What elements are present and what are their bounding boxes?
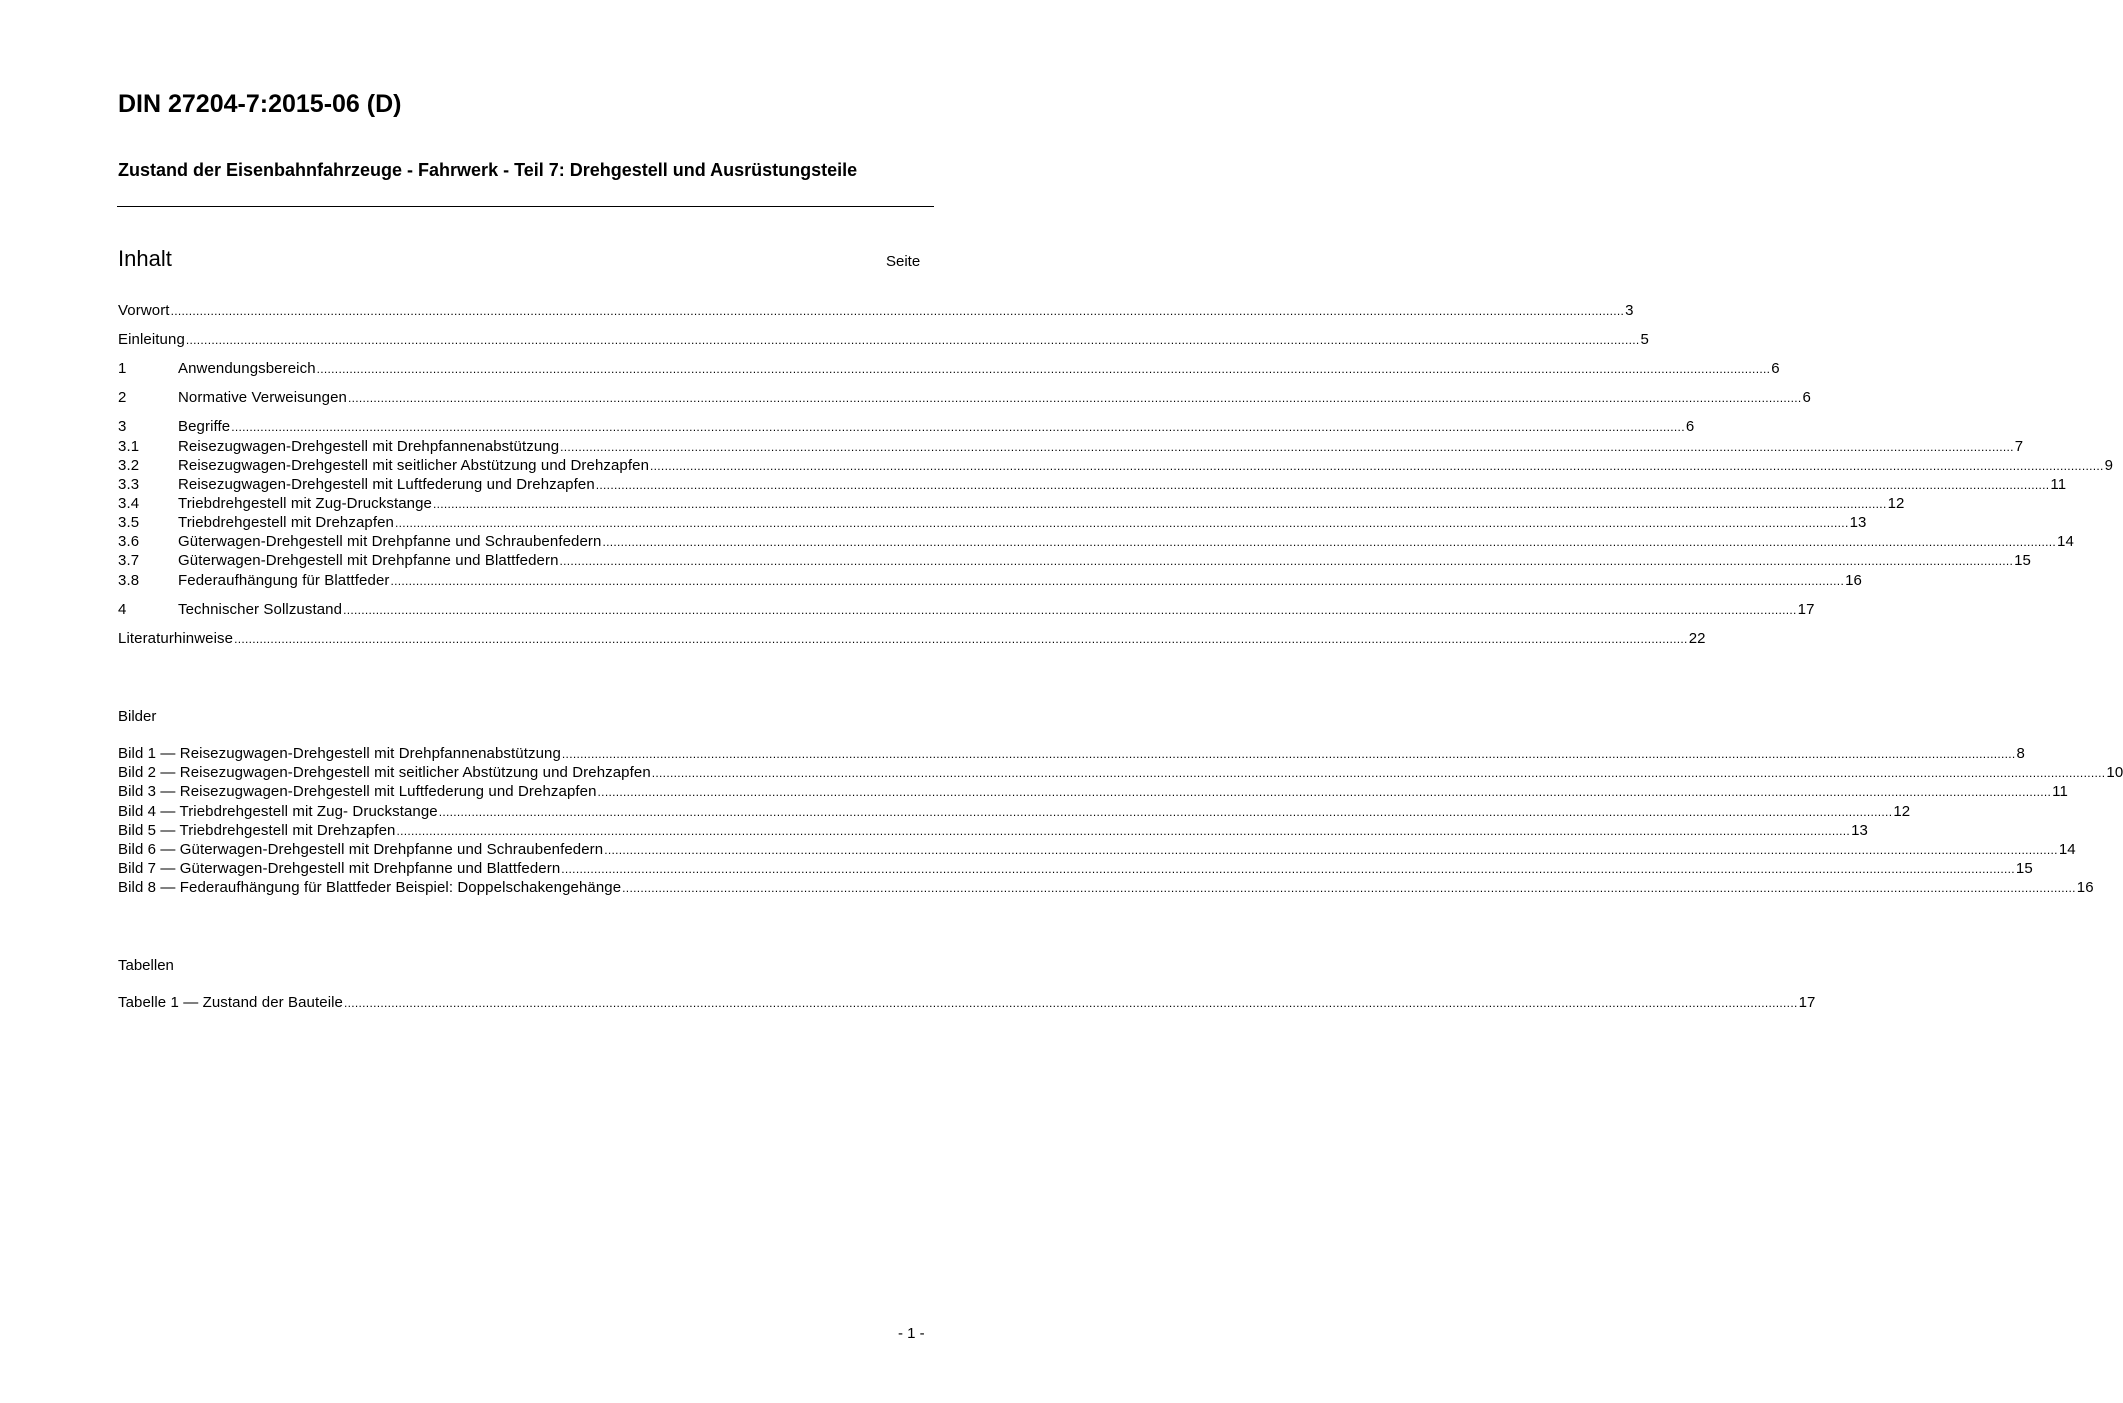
figures-heading: Bilder: [118, 708, 157, 725]
toc-entry-page: 6: [1685, 418, 1695, 435]
figure-entry-text: Bild 3 — Reisezugwagen-Drehgestell mit Luftfederung und Drehzapfen: [118, 783, 597, 800]
figure-entry-text: Bild 7 — Güterwagen-Drehgestell mit Drehpfanne und Blattfedern: [118, 860, 561, 877]
figure-entry-page: 15: [2015, 860, 2033, 877]
dot-leader: ................................................................................................................................................................................................................................................................................................................................................................................................................: [560, 440, 2014, 454]
figure-entry[interactable]: [118, 803, 1911, 821]
toc-entry-number: 3.4: [118, 495, 140, 512]
toc-entry-text: Vorwort: [118, 302, 170, 319]
dot-leader: ................................................................................................................................................................................................................................................................................................................................................................................................................: [597, 785, 2052, 799]
toc-entry-page: 14: [2057, 533, 2074, 550]
toc-entry[interactable]: [118, 438, 2024, 456]
figure-entry[interactable]: [118, 822, 1868, 840]
toc-entry[interactable]: [118, 533, 2074, 551]
figure-entry[interactable]: [118, 879, 2094, 897]
toc-entry[interactable]: [118, 418, 1695, 436]
table-entry[interactable]: [118, 994, 1816, 1012]
toc-entry-number: 3.8: [118, 572, 140, 589]
toc-entry-number: 3.6: [118, 533, 140, 550]
dot-leader: ................................................................................................................................................................................................................................................................................................................................................................................................................: [438, 805, 1893, 819]
toc-entry-page: 13: [1849, 514, 1867, 531]
dot-leader: ................................................................................................................................................................................................................................................................................................................................................................................................................: [561, 862, 2015, 876]
figure-entry[interactable]: [118, 745, 2025, 763]
tables-heading: Tabellen: [118, 957, 174, 974]
toc-entry[interactable]: [118, 302, 1634, 320]
document-title: DIN 27204-7:2015-06 (D): [118, 90, 402, 118]
toc-entry-text: Technischer Sollzustand: [178, 601, 343, 618]
toc-entry-number: 4: [118, 601, 127, 618]
title-divider: [117, 206, 934, 207]
toc-entry-number: 3: [118, 418, 127, 435]
toc-entry-page: 11: [2050, 476, 2067, 493]
toc-entry-text: Güterwagen-Drehgestell mit Drehpfanne und Schraubenfedern: [178, 533, 602, 550]
toc-entry-number: 2: [118, 389, 127, 406]
document-subtitle: Zustand der Eisenbahnfahrzeuge - Fahrwerk - Teil 7: Drehgestell und Ausrüstungsteile: [118, 160, 858, 180]
toc-entry-text: Reisezugwagen-Drehgestell mit Drehpfannenabstützung: [178, 438, 560, 455]
toc-entry[interactable]: [118, 457, 2114, 475]
dot-leader: ................................................................................................................................................................................................................................................................................................................................................................................................................: [559, 554, 2014, 568]
dot-leader: ................................................................................................................................................................................................................................................................................................................................................................................................................: [622, 881, 2076, 895]
toc-entry-text: Federaufhängung für Blattfeder: [178, 572, 390, 589]
toc-entry-number: 3.3: [118, 476, 140, 493]
dot-leader: ................................................................................................................................................................................................................................................................................................................................................................................................................: [316, 362, 1771, 376]
toc-entry-page: 3: [1625, 302, 1634, 319]
toc-entry-page: 17: [1797, 601, 1815, 618]
toc-heading: Inhalt: [118, 246, 172, 271]
page-number: - 1 -: [898, 1325, 925, 1342]
toc-entry-text: Triebdrehgestell mit Zug-Druckstange: [178, 495, 432, 512]
dot-leader: ................................................................................................................................................................................................................................................................................................................................................................................................................: [561, 747, 2016, 761]
toc-entry-page: 6: [1771, 360, 1780, 377]
toc-entry-page: 15: [2014, 552, 2031, 569]
figure-entry-text: Bild 8 — Federaufhängung für Blattfeder Beispiel: Doppelschakengehänge: [118, 879, 622, 896]
toc-entry[interactable]: [118, 514, 1867, 532]
toc-entry-text: Anwendungsbereich: [178, 360, 316, 377]
figure-entry-text: Bild 5 — Triebdrehgestell mit Drehzapfen: [118, 822, 396, 839]
figure-entry[interactable]: [118, 841, 2076, 859]
dot-leader: ................................................................................................................................................................................................................................................................................................................................................................................................................: [650, 459, 2104, 473]
figure-entry-page: 12: [1893, 803, 1911, 820]
dot-leader: ................................................................................................................................................................................................................................................................................................................................................................................................................: [234, 632, 1688, 646]
figure-entry-text: Bild 2 — Reisezugwagen-Drehgestell mit seitlicher Abstützung und Drehzapfen: [118, 764, 651, 781]
figure-entry-text: Bild 1 — Reisezugwagen-Drehgestell mit Drehpfannenabstützung: [118, 745, 561, 762]
table-entry-text: Tabelle 1 — Zustand der Bauteile: [118, 994, 343, 1011]
dot-leader: ................................................................................................................................................................................................................................................................................................................................................................................................................: [347, 391, 1802, 405]
dot-leader: ................................................................................................................................................................................................................................................................................................................................................................................................................: [396, 824, 1851, 838]
dot-leader: ................................................................................................................................................................................................................................................................................................................................................................................................................: [651, 766, 2106, 780]
toc-entry-page: 22: [1688, 630, 1706, 647]
toc-entry-number: 3.7: [118, 552, 140, 569]
figure-entry[interactable]: [118, 764, 2123, 782]
toc-entry-text: Reisezugwagen-Drehgestell mit Luftfederung und Drehzapfen: [178, 476, 595, 493]
figure-entry[interactable]: [118, 860, 2033, 878]
dot-leader: ................................................................................................................................................................................................................................................................................................................................................................................................................: [602, 535, 2057, 549]
toc-entry[interactable]: [118, 630, 1706, 648]
toc-entry[interactable]: [118, 331, 1649, 349]
toc-entry-number: 3.1: [118, 438, 140, 455]
toc-entry[interactable]: [118, 495, 1905, 513]
toc-entry[interactable]: [118, 601, 1815, 619]
toc-entry-number: 1: [118, 360, 127, 377]
toc-entry[interactable]: [118, 572, 1862, 590]
figure-entry-page: 10: [2106, 764, 2123, 781]
toc-entry-text: Triebdrehgestell mit Drehzapfen: [178, 514, 394, 531]
dot-leader: ................................................................................................................................................................................................................................................................................................................................................................................................................: [595, 478, 2050, 492]
toc-entry-page: 7: [2014, 438, 2024, 455]
toc-entry-text: Normative Verweisungen: [178, 389, 347, 406]
dot-leader: ................................................................................................................................................................................................................................................................................................................................................................................................................: [344, 996, 1798, 1010]
toc-entry-text: Güterwagen-Drehgestell mit Drehpfanne und Blattfedern: [178, 552, 559, 569]
toc-entry-text: Begriffe: [178, 418, 231, 435]
toc-entry-text: Literaturhinweise: [118, 630, 234, 647]
toc-entry[interactable]: [118, 360, 1780, 378]
toc-entry[interactable]: [118, 389, 1811, 407]
toc-entry-text: Reisezugwagen-Drehgestell mit seitlicher Abstützung und Drehzapfen: [178, 457, 650, 474]
toc-entry[interactable]: [118, 552, 2031, 570]
figure-entry-page: 13: [1851, 822, 1868, 839]
dot-leader: ................................................................................................................................................................................................................................................................................................................................................................................................................: [343, 603, 1797, 617]
toc-entry-number: 3.5: [118, 514, 140, 531]
figure-entry-page: 14: [2058, 841, 2076, 858]
dot-leader: ................................................................................................................................................................................................................................................................................................................................................................................................................: [185, 333, 1640, 347]
toc-entry-page: 5: [1640, 331, 1649, 348]
toc-entry-text: Einleitung: [118, 331, 185, 348]
toc-entry-page: 12: [1887, 495, 1905, 512]
figure-entry[interactable]: [118, 783, 2068, 801]
dot-leader: ................................................................................................................................................................................................................................................................................................................................................................................................................: [432, 497, 1887, 511]
dot-leader: ................................................................................................................................................................................................................................................................................................................................................................................................................: [604, 843, 2058, 857]
figure-entry-text: Bild 6 — Güterwagen-Drehgestell mit Drehpfanne und Schraubenfedern: [118, 841, 604, 858]
figure-entry-page: 8: [2016, 745, 2025, 762]
toc-entry-page: 9: [2104, 457, 2114, 474]
dot-leader: ................................................................................................................................................................................................................................................................................................................................................................................................................: [390, 574, 1845, 588]
page-column-label: Seite: [886, 253, 921, 270]
toc-entry-page: 6: [1802, 389, 1811, 406]
figure-entry-text: Bild 4 — Triebdrehgestell mit Zug- Druckstange: [118, 803, 438, 820]
toc-entry-page: 16: [1845, 572, 1862, 589]
dot-leader: ................................................................................................................................................................................................................................................................................................................................................................................................................: [170, 304, 1625, 318]
dot-leader: ................................................................................................................................................................................................................................................................................................................................................................................................................: [394, 516, 1849, 530]
table-entry-page: 17: [1798, 994, 1816, 1011]
figure-entry-page: 11: [2052, 783, 2068, 800]
dot-leader: ................................................................................................................................................................................................................................................................................................................................................................................................................: [231, 420, 1685, 434]
toc-entry-number: 3.2: [118, 457, 140, 474]
toc-entry[interactable]: [118, 476, 2067, 494]
figure-entry-page: 16: [2076, 879, 2094, 896]
